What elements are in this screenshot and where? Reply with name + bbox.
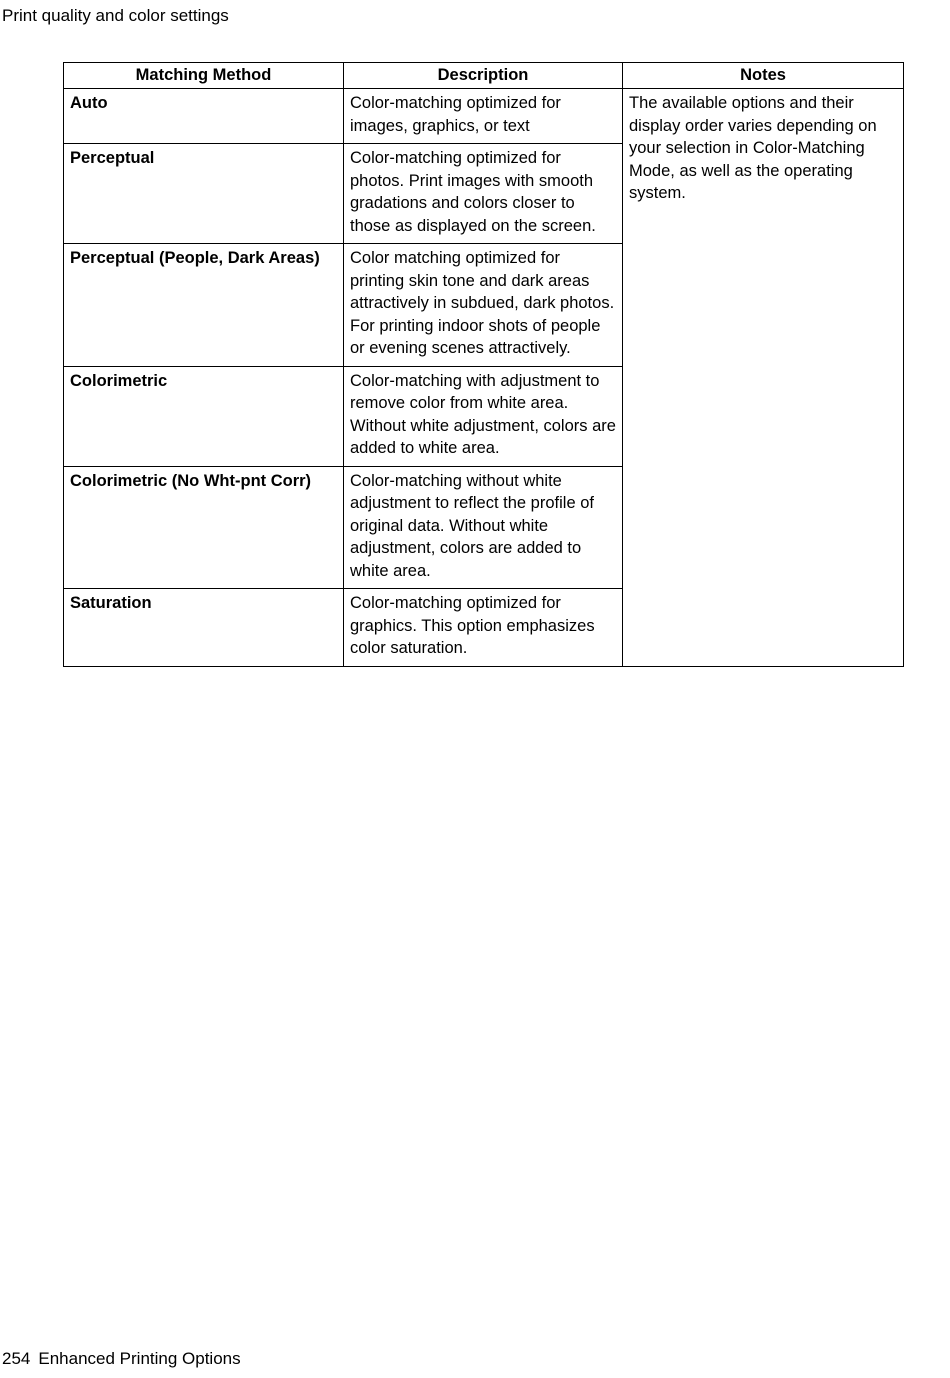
- description-cell: Color-matching optimized for images, graphics, or text: [344, 89, 623, 144]
- notes-cell: The available options and their display order varies depending on your selection in Color-Matching Mode, as well as the operating system.: [623, 89, 904, 667]
- description-cell: Color-matching optimized for photos. Print images with smooth gradations and colors closer to those as displayed on the screen.: [344, 144, 623, 244]
- method-cell: Auto: [64, 89, 344, 144]
- column-header-notes: Notes: [623, 63, 904, 89]
- footer-section-title: Enhanced Printing Options: [38, 1349, 241, 1368]
- method-cell: Saturation: [64, 589, 344, 667]
- table-row: [64, 89, 904, 144]
- description-cell: Color-matching without white adjustment to reflect the profile of original data. Without white adjustment, colors are added to white area.: [344, 466, 623, 589]
- table-header-row: [64, 63, 904, 89]
- page-footer: [2, 1348, 241, 1370]
- column-header-matching-method: Matching Method: [64, 63, 344, 89]
- column-header-description: Description: [344, 63, 623, 89]
- method-cell: Colorimetric (No Wht-pnt Corr): [64, 466, 344, 589]
- page-number: 254: [2, 1349, 31, 1368]
- description-cell: Color-matching optimized for graphics. This option emphasizes color saturation.: [344, 589, 623, 667]
- running-header-title: Print quality and color settings: [2, 6, 229, 25]
- matching-method-table: [63, 62, 904, 667]
- method-cell: Colorimetric: [64, 366, 344, 466]
- description-cell: Color-matching with adjustment to remove color from white area. Without white adjustment, colors are added to white area.: [344, 366, 623, 466]
- method-cell: Perceptual: [64, 144, 344, 244]
- description-cell: Color matching optimized for printing skin tone and dark areas attractively in subdued, dark photos. For printing indoor shots of people or evening scenes attractively.: [344, 244, 623, 367]
- method-cell: Perceptual (People, Dark Areas): [64, 244, 344, 367]
